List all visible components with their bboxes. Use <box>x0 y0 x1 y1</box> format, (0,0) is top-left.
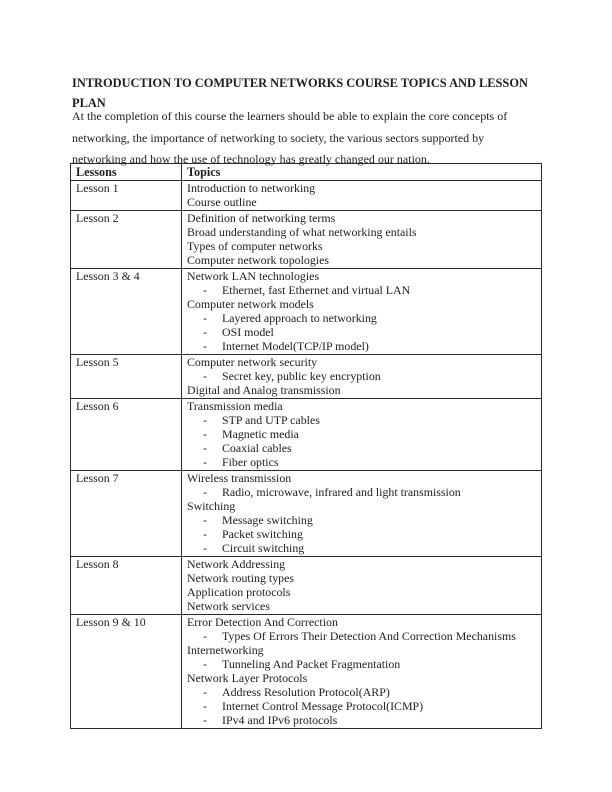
topic-line: Network services <box>187 599 270 613</box>
topic-line: Types of computer networks <box>187 239 323 253</box>
table-body <box>71 181 542 729</box>
topic-text: Magnetic media <box>222 427 299 441</box>
topic-line: Network Layer Protocols <box>187 671 308 685</box>
topic-text: Types Of Errors Their Detection And Correction Mechanisms <box>222 629 516 643</box>
topic-text: Internet Control Message Protocol(ICMP) <box>222 699 424 713</box>
topic-bullet-item <box>187 311 538 325</box>
lesson-cell: Lesson 9 & 10 <box>71 615 182 729</box>
intro-paragraph <box>72 106 554 171</box>
lesson-cell: Lesson 7 <box>71 471 182 557</box>
bullet-dash: - <box>203 657 207 671</box>
topic-line: Computer network security <box>187 355 318 369</box>
topic-line: Definition of networking terms <box>187 211 336 225</box>
topic-bullet-item <box>187 485 538 499</box>
topic-text: Tunneling And Packet Fragmentation <box>222 657 401 671</box>
header-cell-lessons: Lessons <box>71 164 182 181</box>
topic-line: Network Addressing <box>187 557 286 571</box>
table-row <box>71 211 542 269</box>
topic-line: Switching <box>187 499 236 513</box>
topic-line: Transmission media <box>187 399 283 413</box>
bullet-dash: - <box>203 527 207 541</box>
table-row <box>71 355 542 399</box>
table-row <box>71 557 542 615</box>
topic-bullet-item <box>187 713 538 727</box>
topic-bullet-item <box>187 427 538 441</box>
page-title-line2: PLAN <box>72 95 106 110</box>
table-row <box>71 269 542 355</box>
bullet-dash: - <box>203 541 207 555</box>
topics-cell <box>182 181 542 211</box>
topic-bullet-item <box>187 325 538 339</box>
topic-text: Ethernet, fast Ethernet and virtual LAN <box>222 283 411 297</box>
lesson-cell: Lesson 1 <box>71 181 182 211</box>
lesson-cell: Lesson 2 <box>71 211 182 269</box>
topics-cell <box>182 269 542 355</box>
lesson-cell: Lesson 6 <box>71 399 182 471</box>
topic-text: Radio, microwave, infrared and light transmission <box>222 485 461 499</box>
bullet-dash: - <box>203 441 207 455</box>
topic-bullet-item <box>187 339 538 353</box>
lesson-cell: Lesson 3 & 4 <box>71 269 182 355</box>
lesson-cell: Lesson 5 <box>71 355 182 399</box>
table-header-row <box>71 164 542 181</box>
bullet-dash: - <box>203 485 207 499</box>
bullet-dash: - <box>203 339 207 353</box>
topic-text: Circuit switching <box>222 541 305 555</box>
bullet-dash: - <box>203 311 207 325</box>
bullet-dash: - <box>203 455 207 469</box>
topic-line: Network LAN technologies <box>187 269 320 283</box>
table-row <box>71 181 542 211</box>
topic-bullet-item <box>187 699 538 713</box>
intro-line: At the completion of this course the learners should be able to explain the core concepts of <box>72 109 508 123</box>
intro-line: networking and how the use of technology has greatly changed our nation. <box>72 152 430 167</box>
topic-bullet-item <box>187 541 538 555</box>
topic-line: Introduction to networking <box>187 181 316 195</box>
topic-bullet-item <box>187 629 538 643</box>
table-row <box>71 471 542 557</box>
topics-cell <box>182 211 542 269</box>
topic-line: Digital and Analog transmission <box>187 383 341 397</box>
topic-line: Network routing types <box>187 571 294 585</box>
topic-text: Packet switching <box>222 527 303 541</box>
topic-bullet-item <box>187 369 538 383</box>
topic-text: STP and UTP cables <box>222 413 320 427</box>
bullet-dash: - <box>203 685 207 699</box>
topic-text: Layered approach to networking <box>222 311 377 325</box>
bullet-dash: - <box>203 369 207 383</box>
topic-bullet-item <box>187 441 538 455</box>
topic-text: Coaxial cables <box>222 441 292 455</box>
bullet-dash: - <box>203 427 207 441</box>
topic-line: Computer network models <box>187 297 314 311</box>
topic-line: Wireless transmission <box>187 471 292 485</box>
topic-text: Internet Model(TCP/IP model) <box>222 339 369 353</box>
topics-cell <box>182 355 542 399</box>
bullet-dash: - <box>203 283 207 297</box>
topic-bullet-item <box>187 513 538 527</box>
topic-bullet-item <box>187 685 538 699</box>
header-cell-topics: Topics <box>182 164 542 181</box>
bullet-dash: - <box>203 629 207 643</box>
lesson-cell: Lesson 8 <box>71 557 182 615</box>
bullet-dash: - <box>203 699 207 713</box>
page-title-line1: INTRODUCTION TO COMPUTER NETWORKS COURSE TOPICS AND LESSON <box>72 76 528 90</box>
topic-bullet-item <box>187 527 538 541</box>
topic-line: Error Detection And Correction <box>187 615 338 629</box>
topics-cell <box>182 471 542 557</box>
bullet-dash: - <box>203 325 207 339</box>
topic-line: Application protocols <box>187 585 291 599</box>
topic-line: Broad understanding of what networking entails <box>187 225 417 239</box>
topic-bullet-item <box>187 657 538 671</box>
topic-line: Internetworking <box>187 643 264 657</box>
topic-line: Computer network topologies <box>187 253 330 267</box>
topics-cell <box>182 399 542 471</box>
topic-text: Address Resolution Protocol(ARP) <box>222 685 390 699</box>
lessons-table <box>70 163 542 729</box>
topic-bullet-item <box>187 455 538 469</box>
table-row <box>71 399 542 471</box>
topics-cell <box>182 615 542 729</box>
topic-line: Course outline <box>187 195 257 209</box>
table-row <box>71 615 542 729</box>
topic-bullet-item <box>187 413 538 427</box>
topic-text: Secret key, public key encryption <box>222 369 381 383</box>
bullet-dash: - <box>203 513 207 527</box>
topics-cell <box>182 557 542 615</box>
topic-bullet-item <box>187 283 538 297</box>
bullet-dash: - <box>203 713 207 727</box>
intro-line: networking, the importance of networking to society, the various sectors supported by <box>72 130 485 145</box>
topic-text: Message switching <box>222 513 313 527</box>
topic-text: Fiber optics <box>222 455 279 469</box>
topic-text: OSI model <box>222 325 274 339</box>
bullet-dash: - <box>203 413 207 427</box>
topic-text: IPv4 and IPv6 protocols <box>222 713 338 727</box>
